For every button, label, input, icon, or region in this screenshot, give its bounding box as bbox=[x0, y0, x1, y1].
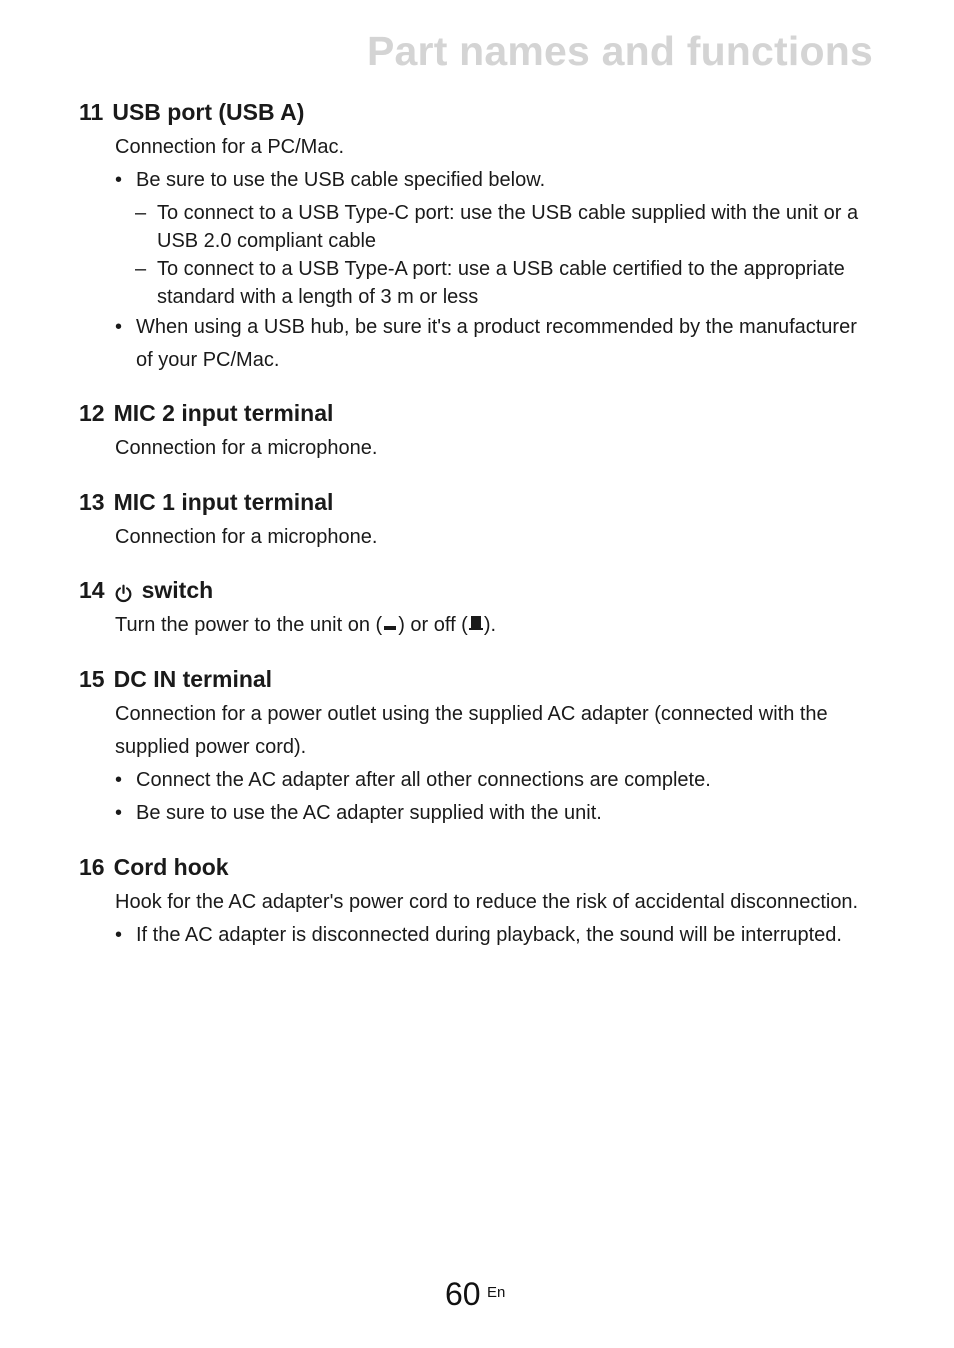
bullet-item: • Be sure to use the AC adapter supplied with the unit. bbox=[115, 797, 879, 830]
page-language: En bbox=[487, 1284, 506, 1301]
section-mic1 bbox=[79, 488, 879, 554]
dash-item: – To connect to a USB Type-A port: use a USB cable certified to the appropriate standard with a length of 3 m or less bbox=[135, 258, 845, 308]
page-title: Part names and functions bbox=[366, 28, 873, 74]
section-body bbox=[115, 886, 879, 952]
section-description: Connection for a power outlet using the supplied AC adapter (connected with the supplied power cord). bbox=[115, 703, 828, 758]
section-body bbox=[115, 698, 879, 830]
section-heading bbox=[79, 488, 879, 516]
section-description: Connection for a PC/Mac. bbox=[115, 136, 344, 158]
section-number: 11 bbox=[79, 99, 104, 125]
dash-item-text: To connect to a USB Type-A port: use a USB cable certified to the appropriate standard with a length of 3 m or less bbox=[157, 258, 845, 308]
section-description: Connection for a microphone. bbox=[115, 437, 378, 459]
section-title: USB port (USB A) bbox=[112, 99, 305, 125]
section-number: 14 bbox=[79, 577, 105, 603]
section-heading bbox=[79, 98, 879, 126]
section-title: Cord hook bbox=[113, 854, 229, 880]
bullet-item: • If the AC adapter is disconnected during playback, the sound will be interrupted. bbox=[115, 919, 879, 952]
section-heading bbox=[79, 665, 879, 693]
section-dc-in bbox=[79, 665, 879, 830]
section-body bbox=[115, 521, 879, 554]
switch-on-icon bbox=[383, 609, 397, 642]
section-usb-port bbox=[79, 98, 879, 377]
description-text: Turn the power to the unit on ( bbox=[115, 614, 383, 636]
section-body bbox=[115, 131, 879, 377]
section-body bbox=[115, 609, 879, 642]
bullet-item: • Connect the AC adapter after all other connections are complete. bbox=[115, 764, 879, 797]
section-heading bbox=[79, 576, 879, 604]
dash-item-text: To connect to a USB Type-C port: use the USB cable supplied with the unit or a USB 2.0 compliant cable bbox=[157, 202, 859, 252]
page-number: 60 bbox=[445, 1276, 481, 1312]
section-power-switch bbox=[79, 576, 879, 642]
section-title: MIC 1 input terminal bbox=[113, 489, 334, 515]
power-icon bbox=[114, 581, 133, 600]
section-number: 16 bbox=[79, 854, 105, 880]
section-description bbox=[115, 609, 879, 642]
description-text: ). bbox=[483, 614, 497, 636]
section-description: Connection for a microphone. bbox=[115, 526, 378, 548]
section-cord-hook bbox=[79, 853, 879, 952]
section-body bbox=[115, 432, 879, 465]
section-title: MIC 2 input terminal bbox=[113, 400, 334, 426]
section-mic2 bbox=[79, 399, 879, 465]
section-heading bbox=[79, 853, 879, 881]
section-title: DC IN terminal bbox=[113, 666, 273, 692]
bullet-item: • Be sure to use the USB cable specified below. bbox=[115, 164, 879, 197]
switch-off-icon bbox=[469, 609, 483, 642]
bullet-item: • When using a USB hub, be sure it's a product recommended by the manufacturer of your PC/Mac. bbox=[115, 311, 879, 377]
section-number: 15 bbox=[79, 666, 105, 692]
section-description: Hook for the AC adapter's power cord to reduce the risk of accidental disconnection. bbox=[115, 891, 859, 913]
description-text: ) or off ( bbox=[398, 614, 468, 636]
section-number: 13 bbox=[79, 489, 105, 515]
dash-item: – To connect to a USB Type-C port: use the USB cable supplied with the unit or a USB 2.0 compliant cable bbox=[135, 202, 859, 252]
section-title: switch bbox=[141, 577, 214, 603]
section-heading bbox=[79, 399, 879, 427]
section-number: 12 bbox=[79, 400, 105, 426]
